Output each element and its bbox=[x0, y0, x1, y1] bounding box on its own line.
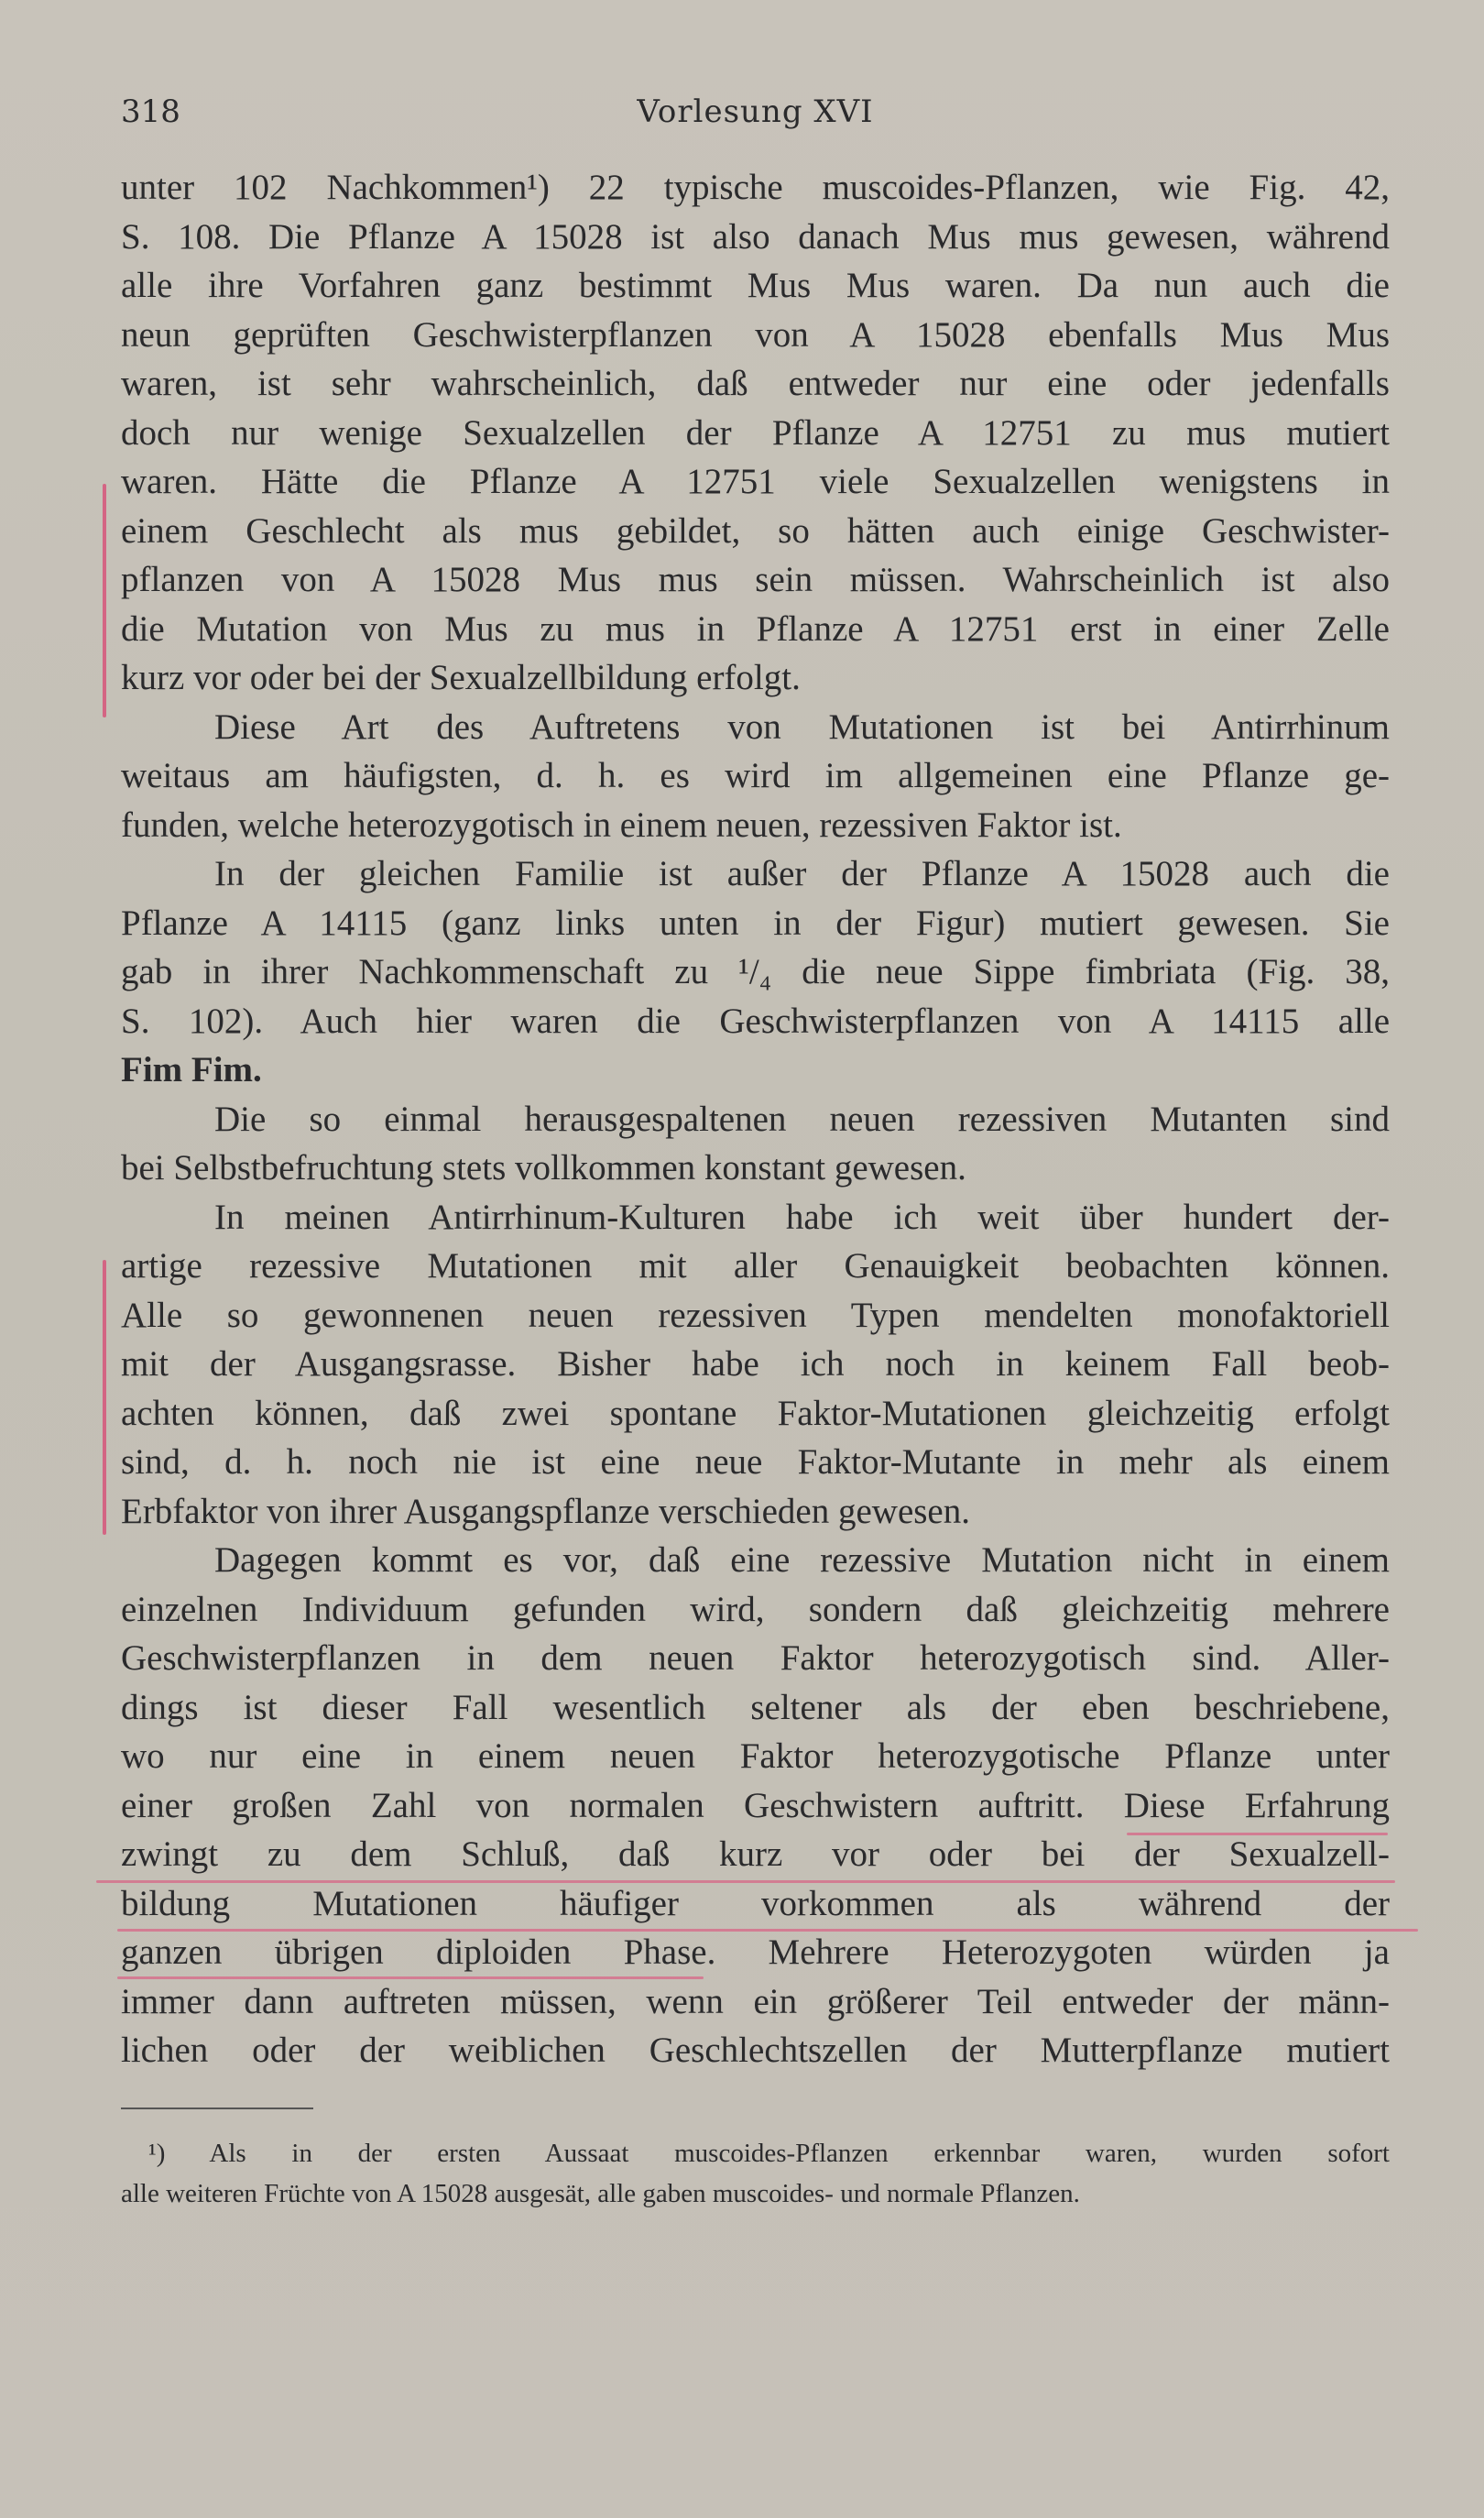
text-line: alle ihre Vorfahren ganz bestimmt Mus Mus waren. Da nun auch die bbox=[121, 266, 1390, 305]
paragraph-start bbox=[121, 703, 1390, 752]
paragraph-start bbox=[121, 849, 1390, 899]
text-line: artige rezessive Mutationen mit aller Genauigkeit beobachten können. bbox=[121, 1246, 1390, 1286]
text-line: Pflanze A 14115 (ganz links unten in der Figur) mutiert gewesen. Sie bbox=[121, 903, 1390, 943]
text-line: neun geprüften Geschwisterpflanzen von A 15028 ebenfalls Mus Mus bbox=[121, 314, 1390, 355]
text-line: In der gleichen Familie ist außer der Pflanze A 15028 auch die bbox=[214, 854, 1390, 893]
text-line: sind, d. h. noch nie ist eine neue Faktor-Mutante in mehr als einem bbox=[121, 1442, 1390, 1482]
text-line: Fim Fim. bbox=[121, 1050, 262, 1089]
text-line: ganzen übrigen diploiden Phase. Mehrere Heterozygoten würden ja bbox=[121, 1932, 1390, 1972]
text-line: kurz vor oder bei der Sexualzellbildung erfolgt. bbox=[121, 658, 801, 697]
page-number: 318 bbox=[121, 93, 180, 130]
text-line: S. 108. Die Pflanze A 15028 ist also danach Mus mus gewesen, während bbox=[121, 216, 1390, 257]
body-text bbox=[121, 163, 1390, 2075]
text-line: doch nur wenige Sexualzellen der Pflanze A 12751 zu mus mutiert bbox=[121, 412, 1390, 453]
text-line: einzelnen Individuum gefunden wird, sondern daß gleichzeitig mehrere bbox=[121, 1589, 1390, 1629]
text-line: lichen oder der weiblichen Geschlechtszellen der Mutterpflanze mutiert bbox=[121, 2031, 1390, 2070]
paragraph-start bbox=[121, 1536, 1390, 1585]
text-line: mit der Ausgangsrasse. Bisher habe ich noch in keinem Fall beob- bbox=[121, 1344, 1390, 1384]
text-line: unter 102 Nachkommen¹) 22 typische muscoides-Pflanzen, wie Fig. 42, bbox=[121, 168, 1390, 207]
paragraph-start bbox=[121, 1095, 1390, 1144]
page-header bbox=[121, 93, 1390, 139]
text-line: Geschwisterpflanzen in dem neuen Faktor heterozygotisch sind. Aller- bbox=[121, 1638, 1390, 1678]
text-line: Diese Art des Auftretens von Mutationen ist bei Antirrhinum bbox=[214, 706, 1390, 747]
text-line: Alle so gewonnenen neuen rezessiven Typen mendelten monofaktoriell bbox=[121, 1295, 1390, 1335]
text-line: gab in ihrer Nachkommenschaft zu ¹/₄ die neue Sippe fimbriata (Fig. 38, bbox=[121, 952, 1390, 991]
text-line: pflanzen von A 15028 Mus mus sein müssen. Wahrscheinlich ist also bbox=[121, 560, 1390, 599]
text-line: achten können, daß zwei spontane Faktor-Mutationen gleichzeitig erfolgt bbox=[121, 1393, 1390, 1433]
text-line: wo nur eine in einem neuen Faktor heterozygotische Pflanze unter bbox=[121, 1736, 1390, 1776]
text-line: funden, welche heterozygotisch in einem neuen, rezessiven Faktor ist. bbox=[121, 805, 1122, 845]
text-line: bildung Mutationen häufiger vorkommen als während der bbox=[121, 1883, 1390, 1923]
footnote-line bbox=[121, 2133, 1390, 2173]
text-line: weitaus am häufigsten, d. h. es wird im allgemeinen eine Pflanze ge- bbox=[121, 756, 1390, 795]
text-line: bei Selbstbefruchtung stets vollkommen konstant gewesen. bbox=[121, 1148, 966, 1188]
text-line: Die so einmal herausgespaltenen neuen rezessiven Mutanten sind bbox=[214, 1099, 1390, 1139]
running-title: Vorlesung XVI bbox=[637, 93, 874, 130]
text-line: einer großen Zahl von normalen Geschwistern auftritt. Diese Erfahrung bbox=[121, 1785, 1390, 1825]
paragraph-start bbox=[121, 1193, 1390, 1243]
text-line: einem Geschlecht als mus gebildet, so hätten auch einige Geschwister- bbox=[121, 510, 1390, 551]
footnote bbox=[121, 2133, 1390, 2214]
text-line: immer dann auftreten müssen, wenn ein größerer Teil entweder der männ- bbox=[121, 1981, 1390, 2021]
footnote-text: ¹) Als in der ersten Aussaat muscoides-Pflanzen erkennbar waren, wurden sofort bbox=[148, 2139, 1390, 2168]
text-line: waren. Hätte die Pflanze A 12751 viele Sexualzellen wenigstens in bbox=[121, 462, 1390, 501]
text-line: Dagegen kommt es vor, daß eine rezessive Mutation nicht in einem bbox=[214, 1540, 1390, 1580]
text-line: waren, ist sehr wahrscheinlich, daß entweder nur eine oder jedenfalls bbox=[121, 364, 1390, 403]
margin-mark-2 bbox=[103, 1260, 106, 1535]
text-line: zwingt zu dem Schluß, daß kurz vor oder bei der Sexualzell- bbox=[121, 1834, 1390, 1874]
footnote-line: alle weiteren Früchte von A 15028 ausgesät, alle gaben muscoides- und normale Pflanzen. bbox=[121, 2179, 1080, 2208]
text-line: dings ist dieser Fall wesentlich seltener als der eben beschriebene, bbox=[121, 1687, 1390, 1727]
text-line: In meinen Antirrhinum-Kulturen habe ich weit über hundert der- bbox=[214, 1197, 1390, 1237]
footnote-rule bbox=[121, 2107, 313, 2109]
margin-mark-1 bbox=[103, 484, 106, 717]
text-line: die Mutation von Mus zu mus in Pflanze A 12751 erst in einer Zelle bbox=[121, 608, 1390, 649]
text-line: Erbfaktor von ihrer Ausgangspflanze verschieden gewesen. bbox=[121, 1491, 970, 1531]
text-line: S. 102). Auch hier waren die Geschwisterpflanzen von A 14115 alle bbox=[121, 1001, 1390, 1041]
